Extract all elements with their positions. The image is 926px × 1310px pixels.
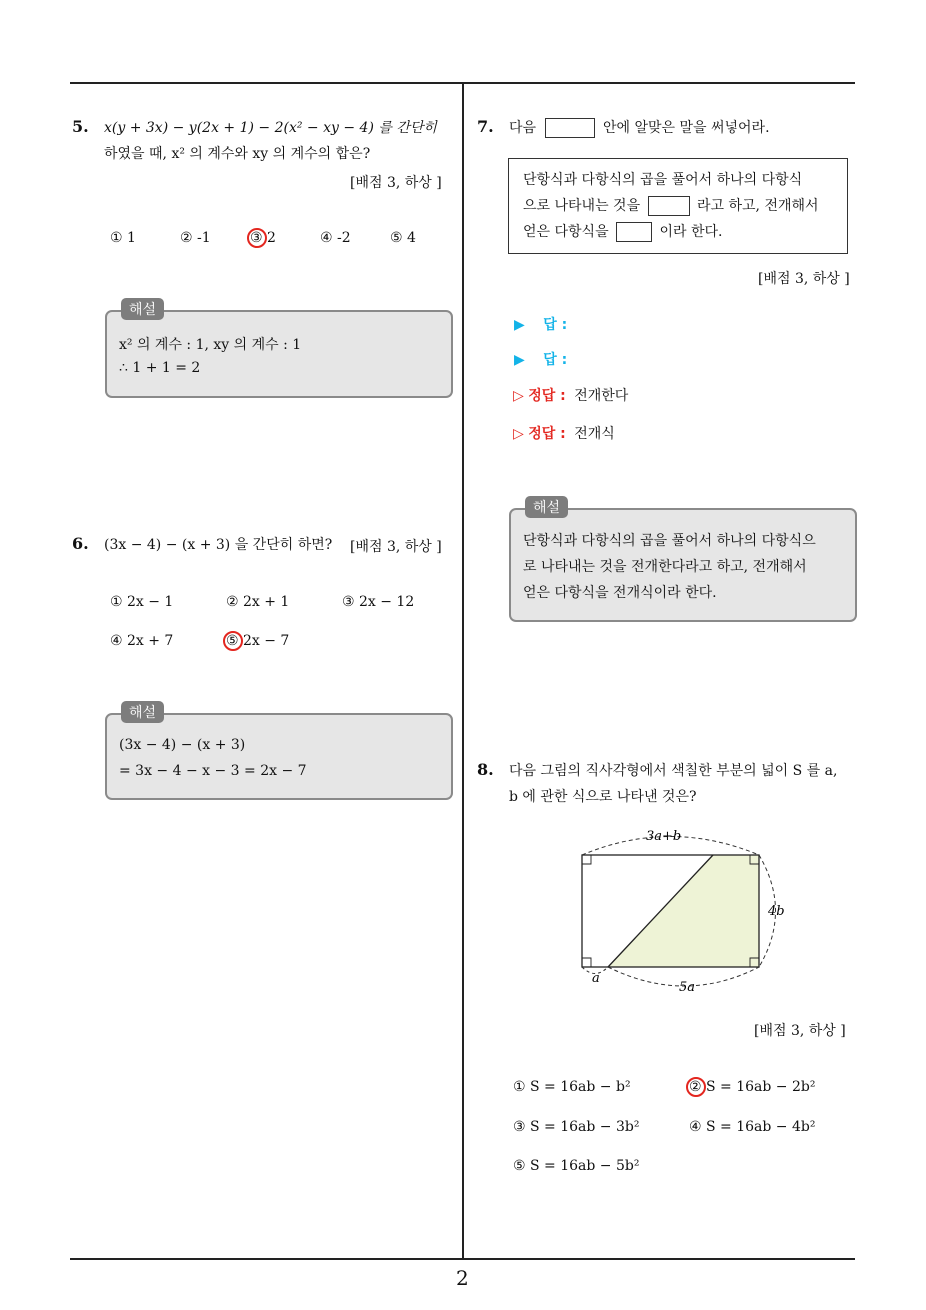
q8-shaded-region	[608, 855, 759, 967]
q5-choice-3[interactable]: ③ 2	[250, 230, 276, 246]
right-angle-icon	[582, 958, 591, 967]
q8-choice-1[interactable]: ① S = 16ab − b²	[513, 1079, 631, 1095]
q6-choice-3[interactable]: ③ 2x − 12	[342, 594, 415, 610]
q7-explain-line2: 로 나타내는 것을 전개한다라고 하고, 전개해서	[523, 559, 807, 575]
q6-choice-1[interactable]: ① 2x − 1	[110, 594, 174, 610]
q5-choice-4[interactable]: ④ -2	[320, 230, 351, 246]
q7-correct-label-2: 정답 :	[528, 426, 566, 442]
q7-prompt-b: 안에 알맞은 말을 써넣어라.	[602, 120, 770, 136]
q5-score: [배점 3, 하상 ]	[350, 175, 442, 191]
q8-number: 8.	[477, 760, 494, 779]
q7-box-line3a: 얻은 다항식을	[523, 224, 609, 240]
q8-choice-2[interactable]: ② S = 16ab − 2b²	[689, 1079, 816, 1095]
q8-choice-4[interactable]: ④ S = 16ab − 4b²	[689, 1119, 816, 1135]
q5-explain-line2: ∴ 1 + 1 = 2	[119, 360, 201, 376]
q8-label-5a: 5a	[679, 980, 696, 995]
q8-label-right: 4b	[768, 904, 785, 919]
q7-correct-2	[513, 423, 615, 443]
answer-arrow-icon: ▶	[514, 317, 525, 333]
q5-explain-line1: x² 의 계수 : 1, xy 의 계수 : 1	[119, 337, 302, 353]
q5-explain-tag: 해설	[121, 298, 164, 320]
q7-answer-label-2: 답 :	[543, 352, 568, 368]
q7-box-line1: 단항식과 다항식의 곱을 풀어서 하나의 다항식	[523, 172, 803, 188]
answer-arrow-icon: ▶	[514, 352, 525, 368]
q6-explain-tag: 해설	[121, 701, 164, 723]
q6-number: 6.	[72, 534, 89, 553]
q7-correct-label-1: 정답 :	[528, 388, 566, 404]
q7-box-line3	[523, 221, 723, 242]
q5-line1: x(y + 3x) − y(2x + 1) − 2(x² − xy − 4) 를 간단히	[104, 120, 437, 136]
q7-explain-line1: 단항식과 다항식의 곱을 풀어서 하나의 다항식으	[523, 533, 816, 549]
q7-explain-tag: 해설	[525, 496, 568, 518]
q7-explain-line3: 얻은 다항식을 전개식이라 한다.	[523, 585, 717, 601]
q5-choice-1[interactable]: ① 1	[110, 230, 136, 246]
q7-correct-value-1: 전개한다	[574, 388, 629, 404]
q6-line1: (3x − 4) − (x + 3) 을 간단히 하면?	[104, 537, 333, 553]
q7-box-line2b: 라고 하고, 전개해서	[697, 198, 819, 214]
bottom-rule	[70, 1258, 855, 1260]
q7-box-line2	[523, 195, 819, 216]
q5-line2: 하였을 때, x² 의 계수와 xy 의 계수의 합은?	[104, 146, 371, 162]
q8-line1: 다음 그림의 직사각형에서 색칠한 부분의 넓이 S 를 a,	[509, 763, 838, 779]
q8-line2: b 에 관한 식으로 나타낸 것은?	[509, 789, 697, 805]
q7-prompt	[509, 115, 770, 141]
q7-correct-value-2: 전개식	[574, 426, 615, 442]
q6-score: [배점 3, 하상 ]	[350, 539, 442, 555]
q6-answer-mark	[223, 631, 243, 651]
q5-choice-2[interactable]: ② -1	[180, 230, 211, 246]
q7-answer-label-1: 답 :	[543, 317, 568, 333]
q7-blank-2[interactable]	[616, 222, 652, 242]
q7-answer-1[interactable]	[514, 314, 567, 334]
q7-score: [배점 3, 하상 ]	[758, 271, 850, 287]
q7-box-line3b: 이라 한다.	[659, 224, 723, 240]
column-divider	[462, 82, 464, 1260]
q7-box-line2a: 으로 나타내는 것을	[523, 198, 641, 214]
q8-answer-mark	[686, 1077, 706, 1097]
correct-arrow-icon: ▷	[513, 426, 524, 442]
q7-number: 7.	[477, 117, 494, 136]
q8-label-top: 3a+b	[646, 829, 682, 844]
q6-choice-2[interactable]: ② 2x + 1	[226, 594, 290, 610]
q6-explain-line2: = 3x − 4 − x − 3 = 2x − 7	[119, 763, 307, 779]
q5-answer-mark	[247, 228, 267, 248]
right-angle-icon	[582, 855, 591, 864]
q8-label-a: a	[592, 971, 600, 986]
q7-prompt-a: 다음	[509, 120, 537, 136]
q7-explain-box	[509, 500, 857, 622]
q8-figure	[560, 822, 800, 998]
q8-choice-3[interactable]: ③ S = 16ab − 3b²	[513, 1119, 640, 1135]
q6-explain-box	[105, 705, 453, 800]
q7-question-box	[508, 158, 848, 254]
q7-answer-2[interactable]	[514, 349, 567, 369]
q8-choice-5[interactable]: ⑤ S = 16ab − 5b²	[513, 1158, 640, 1174]
page-number: 2	[456, 1266, 469, 1290]
q7-blank-1[interactable]	[648, 196, 690, 216]
q8-score: [배점 3, 하상 ]	[754, 1023, 846, 1039]
q5-choice-5[interactable]: ⑤ 4	[390, 230, 416, 246]
q7-correct-1	[513, 385, 628, 405]
q6-choice-5[interactable]: ⑤ 2x − 7	[226, 633, 290, 649]
correct-arrow-icon: ▷	[513, 388, 524, 404]
q5-number: 5.	[72, 117, 89, 136]
q5-explain-box	[105, 302, 453, 398]
q6-choice-4[interactable]: ④ 2x + 7	[110, 633, 174, 649]
q7-prompt-blank	[545, 118, 595, 138]
q6-explain-line1: (3x − 4) − (x + 3)	[119, 737, 246, 753]
